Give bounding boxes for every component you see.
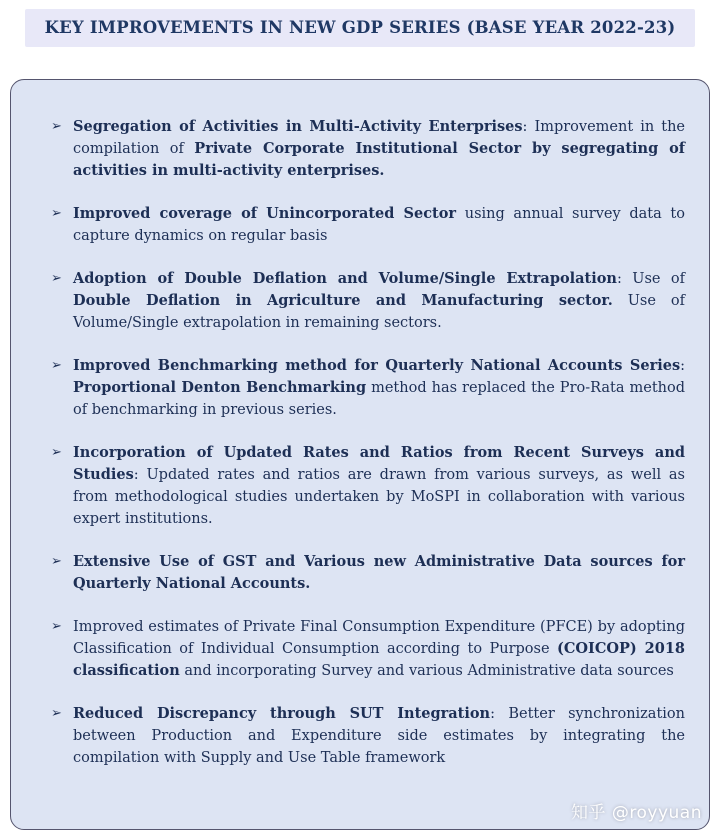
bullet-text: Improved coverage of Unincorporated Sector using annual survey data to capture dynamics on regular basis: [73, 205, 685, 244]
arrow-bullet-icon: ➢: [51, 706, 62, 721]
bullet-text: Improved Benchmarking method for Quarterly National Accounts Series: Proportional Denton Benchmarking method has replaced the Pro-Rata method of benchmarking in previous series.: [73, 357, 685, 418]
arrow-bullet-icon: ➢: [51, 554, 62, 569]
arrow-bullet-icon: ➢: [51, 271, 62, 286]
watermark: 知乎 @royyuan: [570, 803, 702, 823]
bullet-text: Reduced Discrepancy through SUT Integration: Better synchronization between Production and Expenditure side estimates by integrating the compilation with Supply and Use Table framework: [73, 705, 685, 766]
bullet-item: [51, 703, 685, 769]
bullet-item: [51, 116, 685, 182]
bullet-item: [51, 355, 685, 421]
title-row: [0, 9, 720, 47]
content-box: [10, 79, 710, 830]
bullet-list: [51, 116, 685, 769]
arrow-bullet-icon: ➢: [51, 358, 62, 373]
arrow-bullet-icon: ➢: [51, 206, 62, 221]
bullet-text: Adoption of Double Deflation and Volume/Single Extrapolation: Use of Double Deflation in Agriculture and Manufacturing sector. Use of Volume/Single extrapolation in remaining sectors.: [73, 270, 685, 331]
bullet-text: Segregation of Activities in Multi-Activity Enterprises: Improvement in the compilation of Private Corporate Institutional Sector by segregating of activities in multi-activity enterprises.: [73, 118, 685, 179]
arrow-bullet-icon: ➢: [51, 119, 62, 134]
bullet-item: [51, 268, 685, 334]
bullet-item: [51, 203, 685, 247]
bullet-text: Incorporation of Updated Rates and Ratios from Recent Surveys and Studies: Updated rates and ratios are drawn from various surveys, as well as from methodological studies undertaken by MoSPI in collaboration with various expert institutions.: [73, 444, 685, 527]
bullet-text: Improved estimates of Private Final Consumption Expenditure (PFCE) by adopting Classification of Individual Consumption according to Purpose (COICOP) 2018 classification and incorporating Survey and various Administrative data sources: [73, 619, 686, 679]
page-title: KEY IMPROVEMENTS IN NEW GDP SERIES (BASE YEAR 2022-23): [25, 9, 696, 47]
bullet-text: Extensive Use of GST and Various new Administrative Data sources for Quarterly National Accounts.: [73, 553, 685, 592]
bullet-item: [51, 616, 685, 682]
arrow-bullet-icon: ➢: [51, 445, 62, 460]
document-page: [0, 9, 720, 823]
bullet-item: [51, 442, 685, 530]
bullet-item: [51, 551, 685, 595]
arrow-bullet-icon: ➢: [51, 619, 62, 634]
